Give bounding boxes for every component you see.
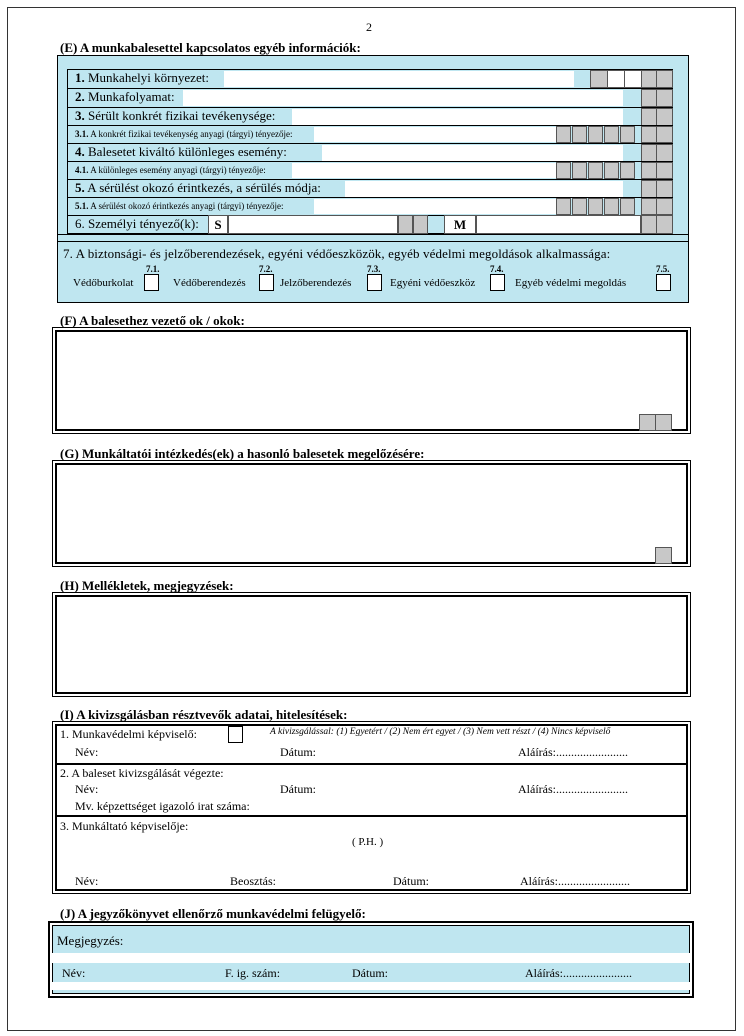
i3-label: 3. Munkáltató képviselője: (60, 819, 189, 833)
opt-7-2-label: Védőberendezés (173, 277, 246, 289)
row-4-input[interactable] (322, 145, 623, 161)
ph-stamp: ( P.H. ) (352, 836, 384, 848)
row-2-label: 2. Munkafolyamat: (75, 89, 175, 104)
section-f-title: (F) A balesethez vezető ok / okok: (60, 313, 245, 328)
opt-7-3-checkbox[interactable] (367, 274, 382, 291)
i2-date: Dátum: (280, 782, 316, 796)
i2-label: 2. A baleset kivizsgálását végezte: (60, 766, 224, 780)
row-5-1-input[interactable] (314, 199, 556, 214)
opt-7-2-checkbox[interactable] (259, 274, 274, 291)
opt-7-4-label: Egyéni védőeszköz (390, 277, 476, 289)
opt-7-5-label: Egyéb védelmi megoldás (515, 277, 627, 289)
section-g-textarea[interactable] (55, 463, 688, 564)
opt-7-1-checkbox[interactable] (144, 274, 159, 291)
row-2-input[interactable] (183, 90, 623, 106)
s-marker: S (208, 215, 228, 234)
row-3-1-input[interactable] (314, 127, 556, 142)
i1-date: Dátum: (280, 745, 316, 759)
i2-cert: Mv. képzettséget igazoló irat száma: (75, 799, 250, 813)
opt-7-4-checkbox[interactable] (490, 274, 505, 291)
section-i-title: (I) A kivizsgálásban résztvevők adatai, hitelesítések: (60, 707, 348, 722)
section-h-title: (H) Mellékletek, megjegyzések: (60, 578, 234, 593)
i1-note: A kivizsgálással: (1) Egyetért / (2) Nem ért egyet / (3) Nem vett részt / (4) Nincs képviselő (270, 727, 611, 737)
i1-checkbox[interactable] (228, 726, 243, 743)
section-f-textarea[interactable] (55, 330, 688, 431)
row-1-label: 1. Munkahelyi környezet: (75, 70, 209, 85)
row-6-label: 6. Személyi tényező(k): (75, 216, 199, 231)
j-signature: Aláírás:....................... (525, 966, 632, 980)
opt-7-3-label: Jelzőberendezés (280, 277, 352, 289)
i2-name: Név: (75, 782, 99, 796)
i3-position: Beosztás: (230, 874, 276, 888)
item-7-title: 7. A biztonsági- és jelzőberendezések, egyéni védőeszközök, egyéb védelmi megoldások alkalmassága: (63, 246, 611, 261)
i1-name: Név: (75, 745, 99, 759)
opt-7-1-label: Védőburkolat (73, 277, 134, 289)
m-marker: M (444, 215, 476, 234)
i1-signature: Aláírás:........................ (518, 745, 628, 759)
i3-date: Dátum: (393, 874, 429, 888)
m-input[interactable] (476, 215, 641, 234)
j-date: Dátum: (352, 966, 388, 980)
row-1-input[interactable] (224, 71, 574, 87)
section-e-title: (E) A munkabalesettel kapcsolatos egyéb információk: (60, 40, 361, 55)
j-name: Név: (62, 966, 86, 980)
j-remark: Megjegyzés: (57, 933, 124, 948)
i2-signature: Aláírás:........................ (518, 782, 628, 796)
opt-7-5-checkbox[interactable] (656, 274, 671, 291)
row-5-label: 5. A sérülést okozó érintkezés, a sérülés módja: (75, 180, 321, 195)
i1-label: 1. Munkavédelmi képviselő: (60, 727, 197, 741)
j-fig: F. ig. szám: (225, 966, 281, 980)
section-h-textarea[interactable] (55, 595, 688, 694)
row-4-1-input[interactable] (292, 163, 556, 178)
row-3-1-label: 3.1. A konkrét fizikai tevékenység anyagi (tárgyi) tényezője: (75, 129, 293, 139)
s-input[interactable] (228, 215, 398, 234)
row-5-1-label: 5.1. A sérülést okozó érintkezés anyagi (tárgyi) tényezője: (75, 201, 284, 211)
i3-signature: Aláírás:........................ (520, 874, 630, 888)
row-4-1-label: 4.1. A különleges esemény anyagi (tárgyi) tényezője: (75, 165, 266, 175)
section-g-title: (G) Munkáltatói intézkedés(ek) a hasonló balesetek megelőzésére: (60, 446, 425, 461)
page-number: 2 (366, 20, 372, 34)
row-4-label: 4. Balesetet kiváltó különleges esemény: (75, 144, 287, 159)
row-5-input[interactable] (345, 181, 623, 197)
section-j-title: (J) A jegyzőkönyvet ellenőrző munkavédelmi felügyelő: (60, 906, 366, 921)
row-3-label: 3. Sérült konkrét fizikai tevékenysége: (75, 108, 276, 123)
row-3-input[interactable] (292, 109, 623, 125)
i3-name: Név: (75, 874, 99, 888)
